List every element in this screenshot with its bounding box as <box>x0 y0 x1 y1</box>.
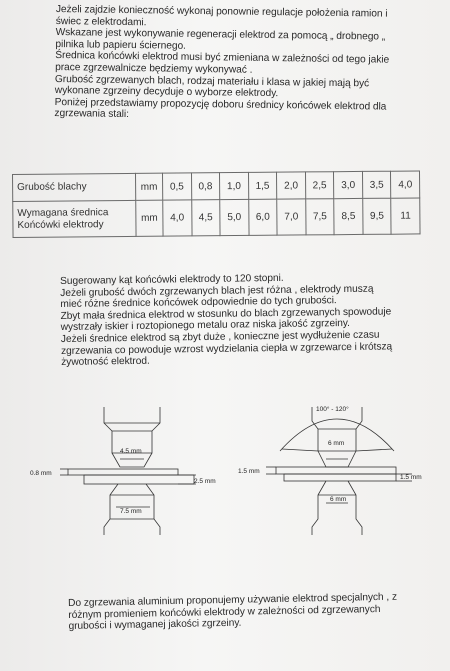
table-row-diameter <box>13 198 420 238</box>
table-cell: 3,0 <box>334 171 363 198</box>
unit-cell: mm <box>135 173 162 200</box>
intro-paragraph: Jeżeli zajdzie konieczność wykonaj ponownie regulacje położenia ramion i świec z elektrodami. Wskazane jest wykonywanie regeneracji elektrod za pomocą „ drobnego „ pilnika lub papieru ściernego. Średnica końcówki elektrod musi być zmieniana w zależności od tego jakie prace zgrzewalnicze będziemy wykonywać . Grubość zgrzewanych blach, rodzaj materiału i klasa w jakiej mają być wykonane zgrzeiny decyduje o wyborze elektrody. Poniżej przedstawiamy propozycję doboru średnicy końcówek elektrod dla zgrzewania stali: <box>54 4 390 121</box>
left-sheet-left-label: 0.8 mm <box>30 470 52 477</box>
right-sheet-right-label: 1.5 mm <box>400 474 422 481</box>
right-angle-label: 100° - 120° <box>316 406 349 413</box>
middle-paragraph: Sugerowany kąt końcówki elektrody to 120 stopni. Jeżeli grubość dwóch zgrzewanych blach jest różna , elektrody muszą mieć różne średnice końcówek odpowiednie do tych grubości. Zbyt mała średnica elektrod w stosunku do blach zgrzewanych spowoduje wystrzały iskier i roztopionego metalu oraz niska jakość zgrzeiny. Jeżeli średnice elektrod są zbyt duże , konieczne jest wydłużenie czasu zgrzewania co powoduje wzrost wydzielania ciepła w zgrzewarce i krótszą żywotność elektrod. <box>60 272 393 369</box>
left-top-tip-label: 4.5 mm <box>120 448 142 455</box>
table-cell: 11 <box>391 198 420 234</box>
table-cell: 1,0 <box>220 172 249 199</box>
right-electrode-figure <box>266 407 412 535</box>
table-row-thickness <box>13 171 420 202</box>
thickness-label: Grubość blachy <box>13 173 136 201</box>
table-cell: 4,5 <box>191 200 220 236</box>
table-cell: 4,0 <box>163 200 192 236</box>
right-sheet-left-label: 1.5 mm <box>238 468 260 475</box>
table-cell: 0,8 <box>191 173 220 200</box>
diameter-label-text: Wymagana średnica Końcówki elektrody <box>17 206 109 231</box>
diameter-label <box>13 200 136 237</box>
right-lower-electrode <box>312 481 362 535</box>
unit-cell: mm <box>136 200 163 236</box>
table-cell: 1,5 <box>248 172 277 199</box>
left-sheet-thick <box>84 475 194 484</box>
left-electrode-figure <box>60 407 196 535</box>
table-cell: 3,5 <box>362 171 391 198</box>
table-cell: 8,5 <box>334 198 363 234</box>
table-cell: 9,5 <box>363 198 392 234</box>
left-upper-tip <box>112 453 152 467</box>
table-cell: 2,0 <box>277 172 306 199</box>
right-sheet-upper <box>276 467 396 474</box>
left-sheet-thin <box>68 469 178 475</box>
table-cell: 6,0 <box>248 199 277 235</box>
left-bottom-tip-label: 7.5 mm <box>120 508 142 515</box>
table-cell: 5,0 <box>220 199 249 235</box>
table-cell: 2,5 <box>305 172 334 199</box>
electrode-diagram <box>0 395 450 535</box>
right-bottom-tip-label: 6 mm <box>330 496 347 503</box>
left-sheet-right-label: 2.5 mm <box>194 478 216 485</box>
left-upper-electrode <box>104 407 160 453</box>
right-sheet-lower <box>284 474 396 481</box>
footer-paragraph: Do zgrzewania aluminium proponujemy używanie elektrod specjalnych , z różnym promieniem końcówki elektrody w zależności od zgrzewanych grubości i wymaganej jakości zgrzeiny. <box>68 591 398 633</box>
table-cell: 7,0 <box>277 199 306 235</box>
table-cell: 4,0 <box>391 171 420 198</box>
table-cell: 0,5 <box>162 173 191 200</box>
table-cell: 7,5 <box>305 199 334 235</box>
right-top-tip-label: 6 mm <box>328 440 345 447</box>
electrode-table <box>12 170 421 238</box>
